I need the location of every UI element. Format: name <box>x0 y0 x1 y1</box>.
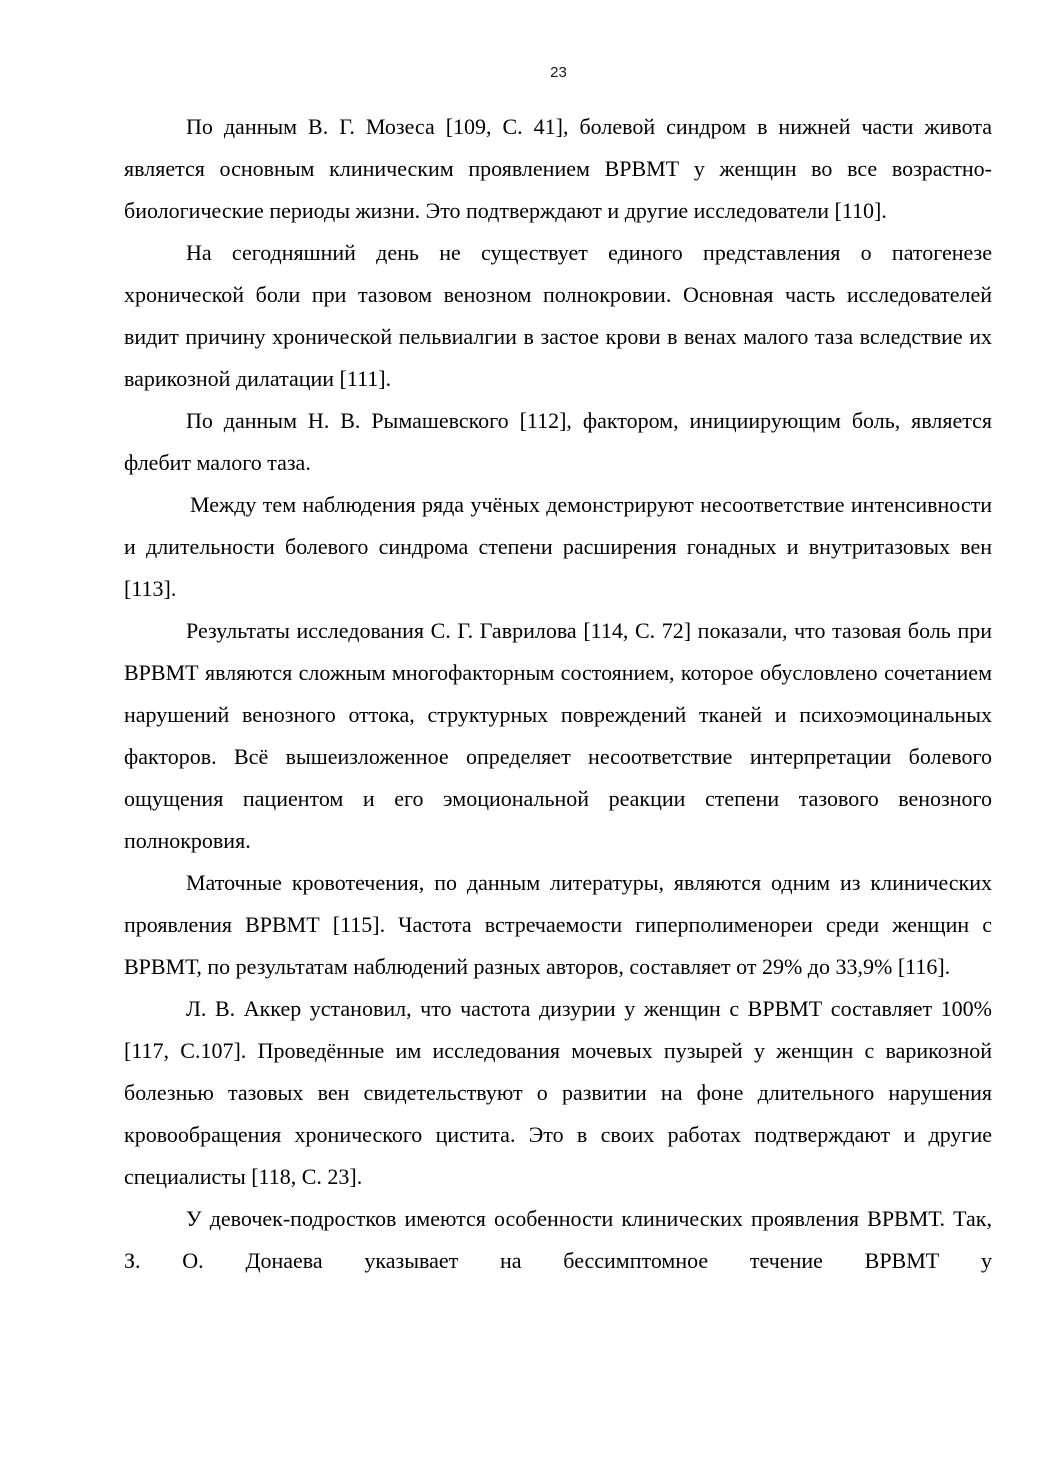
paragraph-2: На сегодняшний день не существует единого представления о патогенезе хронической боли при тазовом венозном полнокровии. Основная часть исследователей видит причину хронической пельвиалгии в застое крови в венах малого таза вследствие их варикозной дилатации [111]. <box>124 240 992 391</box>
paragraph-8: У девочек-подростков имеются особенности клинических проявления ВРВМТ. Так, З. О. Донаева указывает на бессимптомное течение ВРВМТ у <box>124 1206 992 1273</box>
paragraph-3: По данным Н. В. Рымашевского [112], фактором, инициирующим боль, является флебит малого таза. <box>124 408 992 475</box>
paragraph-6: Маточные кровотечения, по данным литературы, являются одним из клинических проявления ВРВМТ [115]. Частота встречаемости гиперполименореи среди женщин с ВРВМТ, по результатам наблюдений разных авторов, составляет от 29% до 33,9% [116]. <box>124 870 992 979</box>
paragraph-1: По данным В. Г. Мозеса [109, С. 41], болевой синдром в нижней части живота является основным клиническим проявлением ВРВМТ у женщин во все возрастно-биологические периоды жизни. Это подтверждают и другие исследователи [110]. <box>124 114 992 223</box>
page-number <box>0 64 1040 81</box>
paragraph-7: Л. В. Аккер установил, что частота дизурии у женщин с ВРВМТ составляет 100% [117, С.107]. Проведённые им исследования мочевых пузырей у женщин с варикозной болезнью тазовых вен свидетельствуют о развитии на фоне длительного нарушения кровообращения хронического цистита. Это в своих работах подтверждают и другие специалисты [118, С. 23]. <box>124 996 992 1189</box>
body-text <box>124 106 992 1282</box>
page-number-text: 23 <box>550 64 567 81</box>
paragraph-5: Результаты исследования С. Г. Гаврилова [114, С. 72] показали, что тазовая боль при ВРВМТ являются сложным многофакторным состоянием, которое обусловлено сочетанием нарушений венозного оттока, структурных повреждений тканей и психоэмоцинальных факторов. Всё вышеизложенное определяет несоответствие интерпретации болевого ощущения пациентом и его эмоциональной реакции степени тазового венозного полнокровия. <box>124 618 992 853</box>
paragraph-4: Между тем наблюдения ряда учёных демонстрируют несоответствие интенсивности и длительности болевого синдрома степени расширения гонадных и внутритазовых вен [113]. <box>124 492 992 601</box>
